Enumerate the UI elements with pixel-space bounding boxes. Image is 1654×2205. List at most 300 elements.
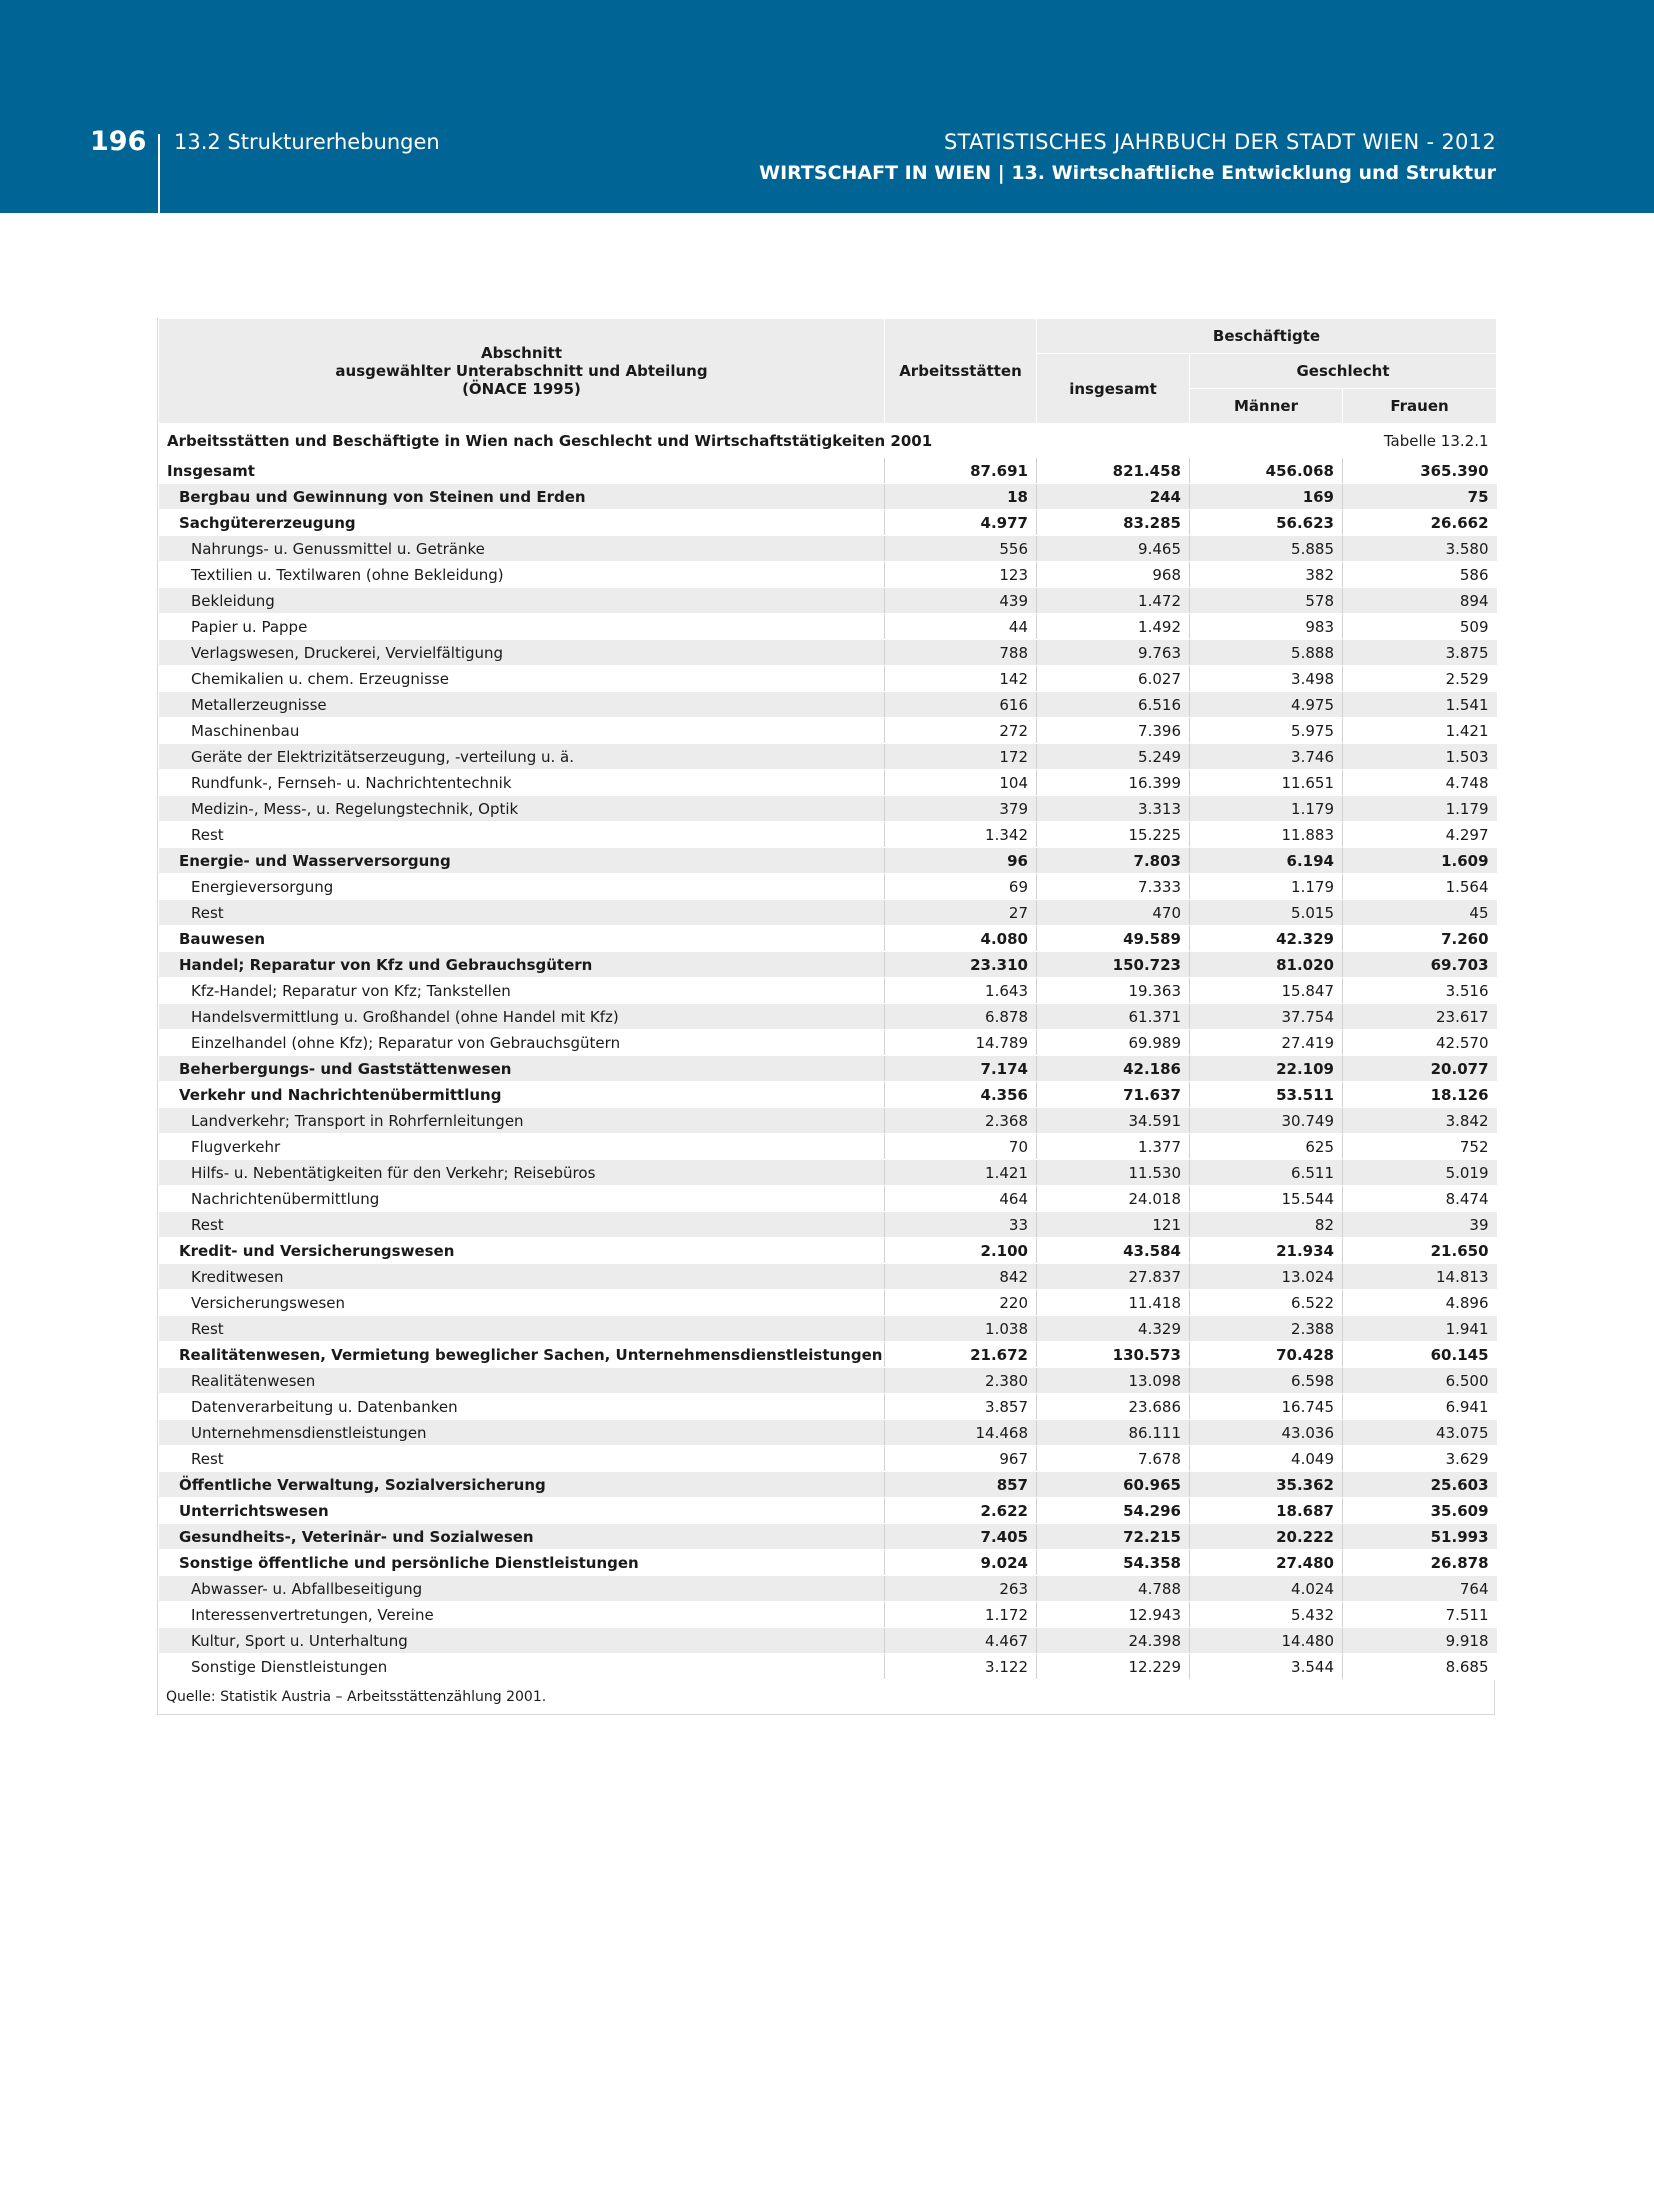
- row-label: Einzelhandel (ohne Kfz); Reparatur von Gebrauchsgütern: [159, 1030, 885, 1056]
- table-row: [159, 848, 1497, 874]
- cell-arbeitsstaetten: 1.342: [885, 822, 1037, 848]
- cell-insgesamt: 11.418: [1037, 1290, 1190, 1316]
- cell-arbeitsstaetten: 1.038: [885, 1316, 1037, 1342]
- cell-arbeitsstaetten: 2.368: [885, 1108, 1037, 1134]
- cell-arbeitsstaetten: 616: [885, 692, 1037, 718]
- cell-arbeitsstaetten: 464: [885, 1186, 1037, 1212]
- cell-insgesamt: 16.399: [1037, 770, 1190, 796]
- table-row: [159, 1446, 1497, 1472]
- cell-insgesamt: 130.573: [1037, 1342, 1190, 1368]
- cell-insgesamt: 4.329: [1037, 1316, 1190, 1342]
- row-label: Handel; Reparatur von Kfz und Gebrauchsgütern: [159, 952, 885, 978]
- cell-maenner: 11.651: [1190, 770, 1343, 796]
- row-label: Realitätenwesen: [159, 1368, 885, 1394]
- cell-frauen: 2.529: [1343, 666, 1497, 692]
- cell-insgesamt: 42.186: [1037, 1056, 1190, 1082]
- cell-insgesamt: 12.943: [1037, 1602, 1190, 1628]
- table-row: [159, 510, 1497, 536]
- chapter-title: WIRTSCHAFT IN WIEN | 13. Wirtschaftliche Entwicklung und Struktur: [759, 162, 1496, 184]
- cell-frauen: 23.617: [1343, 1004, 1497, 1030]
- cell-arbeitsstaetten: 23.310: [885, 952, 1037, 978]
- header-banner: [0, 0, 1654, 213]
- cell-frauen: 18.126: [1343, 1082, 1497, 1108]
- cell-maenner: 42.329: [1190, 926, 1343, 952]
- row-label: Chemikalien u. chem. Erzeugnisse: [159, 666, 885, 692]
- column-header-maenner: Männer: [1190, 389, 1343, 424]
- cell-maenner: 6.194: [1190, 848, 1343, 874]
- cell-maenner: 27.480: [1190, 1550, 1343, 1576]
- row-label: Kultur, Sport u. Unterhaltung: [159, 1628, 885, 1654]
- row-label: Kfz-Handel; Reparatur von Kfz; Tankstellen: [159, 978, 885, 1004]
- cell-frauen: 3.875: [1343, 640, 1497, 666]
- cell-insgesamt: 61.371: [1037, 1004, 1190, 1030]
- cell-frauen: 4.896: [1343, 1290, 1497, 1316]
- cell-frauen: 8.474: [1343, 1186, 1497, 1212]
- cell-insgesamt: 12.229: [1037, 1654, 1190, 1680]
- row-label: Unternehmensdienstleistungen: [159, 1420, 885, 1446]
- cell-maenner: 3.498: [1190, 666, 1343, 692]
- cell-frauen: 45: [1343, 900, 1497, 926]
- cell-maenner: 5.432: [1190, 1602, 1343, 1628]
- table-row: [159, 1394, 1497, 1420]
- column-header-arbeitsstaetten: Arbeitsstätten: [885, 319, 1037, 424]
- cell-insgesamt: 54.296: [1037, 1498, 1190, 1524]
- cell-insgesamt: 470: [1037, 900, 1190, 926]
- cell-insgesamt: 11.530: [1037, 1160, 1190, 1186]
- cell-arbeitsstaetten: 263: [885, 1576, 1037, 1602]
- table-title: Arbeitsstätten und Beschäftigte in Wien nach Geschlecht und Wirtschaftstätigkeiten 2001: [159, 424, 1343, 458]
- statistics-table: [158, 318, 1497, 1680]
- cell-frauen: 4.297: [1343, 822, 1497, 848]
- cell-maenner: 30.749: [1190, 1108, 1343, 1134]
- cell-arbeitsstaetten: 27: [885, 900, 1037, 926]
- cell-arbeitsstaetten: 104: [885, 770, 1037, 796]
- cell-maenner: 4.024: [1190, 1576, 1343, 1602]
- cell-insgesamt: 13.098: [1037, 1368, 1190, 1394]
- cell-insgesamt: 72.215: [1037, 1524, 1190, 1550]
- cell-insgesamt: 244: [1037, 484, 1190, 510]
- cell-maenner: 578: [1190, 588, 1343, 614]
- column-header-abschnitt: [159, 319, 885, 424]
- table-row: [159, 1290, 1497, 1316]
- column-header-abschnitt-line2: ausgewählter Unterabschnitt und Abteilung: [335, 362, 708, 380]
- row-label: Rundfunk-, Fernseh- u. Nachrichtentechnik: [159, 770, 885, 796]
- table-row: [159, 1368, 1497, 1394]
- table-row: [159, 874, 1497, 900]
- cell-arbeitsstaetten: 1.172: [885, 1602, 1037, 1628]
- cell-arbeitsstaetten: 788: [885, 640, 1037, 666]
- cell-frauen: 1.179: [1343, 796, 1497, 822]
- row-label: Rest: [159, 1446, 885, 1472]
- cell-frauen: 43.075: [1343, 1420, 1497, 1446]
- cell-frauen: 21.650: [1343, 1238, 1497, 1264]
- table-row: [159, 1628, 1497, 1654]
- cell-frauen: 8.685: [1343, 1654, 1497, 1680]
- cell-frauen: 1.503: [1343, 744, 1497, 770]
- cell-frauen: 894: [1343, 588, 1497, 614]
- cell-frauen: 69.703: [1343, 952, 1497, 978]
- cell-frauen: 75: [1343, 484, 1497, 510]
- cell-frauen: 3.629: [1343, 1446, 1497, 1472]
- cell-maenner: 6.522: [1190, 1290, 1343, 1316]
- cell-arbeitsstaetten: 172: [885, 744, 1037, 770]
- column-header-insgesamt: insgesamt: [1037, 354, 1190, 424]
- cell-arbeitsstaetten: 2.380: [885, 1368, 1037, 1394]
- table-row: [159, 926, 1497, 952]
- cell-maenner: 5.015: [1190, 900, 1343, 926]
- row-label: Geräte der Elektrizitätserzeugung, -verteilung u. ä.: [159, 744, 885, 770]
- statistics-table-container: [157, 318, 1495, 1715]
- table-row: [159, 1602, 1497, 1628]
- row-label: Energieversorgung: [159, 874, 885, 900]
- cell-arbeitsstaetten: 7.405: [885, 1524, 1037, 1550]
- book-title: STATISTISCHES JAHRBUCH DER STADT WIEN - 2012: [944, 130, 1496, 154]
- table-row: [159, 900, 1497, 926]
- cell-insgesamt: 86.111: [1037, 1420, 1190, 1446]
- table-row: [159, 588, 1497, 614]
- cell-arbeitsstaetten: 2.622: [885, 1498, 1037, 1524]
- column-header-abschnitt-line1: Abschnitt: [480, 344, 562, 362]
- cell-maenner: 11.883: [1190, 822, 1343, 848]
- cell-frauen: 51.993: [1343, 1524, 1497, 1550]
- row-label: Rest: [159, 1316, 885, 1342]
- row-label: Sachgütererzeugung: [159, 510, 885, 536]
- cell-maenner: 13.024: [1190, 1264, 1343, 1290]
- cell-insgesamt: 83.285: [1037, 510, 1190, 536]
- cell-maenner: 15.847: [1190, 978, 1343, 1004]
- row-label: Interessenvertretungen, Vereine: [159, 1602, 885, 1628]
- table-row: [159, 692, 1497, 718]
- cell-arbeitsstaetten: 3.122: [885, 1654, 1037, 1680]
- cell-arbeitsstaetten: 4.356: [885, 1082, 1037, 1108]
- header-divider: [158, 134, 160, 213]
- cell-insgesamt: 43.584: [1037, 1238, 1190, 1264]
- table-row: [159, 1550, 1497, 1576]
- cell-maenner: 56.623: [1190, 510, 1343, 536]
- cell-maenner: 625: [1190, 1134, 1343, 1160]
- cell-maenner: 1.179: [1190, 874, 1343, 900]
- row-label: Versicherungswesen: [159, 1290, 885, 1316]
- cell-insgesamt: 54.358: [1037, 1550, 1190, 1576]
- cell-frauen: 1.609: [1343, 848, 1497, 874]
- cell-frauen: 3.842: [1343, 1108, 1497, 1134]
- cell-maenner: 43.036: [1190, 1420, 1343, 1446]
- table-row: [159, 1160, 1497, 1186]
- cell-maenner: 27.419: [1190, 1030, 1343, 1056]
- cell-insgesamt: 1.492: [1037, 614, 1190, 640]
- cell-arbeitsstaetten: 1.421: [885, 1160, 1037, 1186]
- table-row: [159, 1264, 1497, 1290]
- cell-maenner: 16.745: [1190, 1394, 1343, 1420]
- cell-frauen: 1.941: [1343, 1316, 1497, 1342]
- cell-maenner: 22.109: [1190, 1056, 1343, 1082]
- row-label: Metallerzeugnisse: [159, 692, 885, 718]
- row-label: Energie- und Wasserversorgung: [159, 848, 885, 874]
- cell-insgesamt: 24.018: [1037, 1186, 1190, 1212]
- cell-frauen: 752: [1343, 1134, 1497, 1160]
- cell-insgesamt: 7.333: [1037, 874, 1190, 900]
- row-label: Nahrungs- u. Genussmittel u. Getränke: [159, 536, 885, 562]
- table-number: Tabelle 13.2.1: [1343, 424, 1497, 458]
- cell-arbeitsstaetten: 69: [885, 874, 1037, 900]
- table-row: [159, 640, 1497, 666]
- table-row: [159, 1316, 1497, 1342]
- table-row: [159, 1524, 1497, 1550]
- cell-maenner: 5.975: [1190, 718, 1343, 744]
- cell-frauen: 1.564: [1343, 874, 1497, 900]
- table-row: [159, 458, 1497, 484]
- cell-arbeitsstaetten: 18: [885, 484, 1037, 510]
- row-label: Realitätenwesen, Vermietung beweglicher Sachen, Unternehmensdienstleistungen: [159, 1342, 885, 1368]
- table-row: [159, 822, 1497, 848]
- cell-maenner: 21.934: [1190, 1238, 1343, 1264]
- table-row: [159, 1342, 1497, 1368]
- cell-arbeitsstaetten: 857: [885, 1472, 1037, 1498]
- row-label: Sonstige Dienstleistungen: [159, 1654, 885, 1680]
- table-row: [159, 1030, 1497, 1056]
- row-label: Verkehr und Nachrichtenübermittlung: [159, 1082, 885, 1108]
- cell-maenner: 70.428: [1190, 1342, 1343, 1368]
- row-label: Nachrichtenübermittlung: [159, 1186, 885, 1212]
- table-row: [159, 1134, 1497, 1160]
- cell-frauen: 26.878: [1343, 1550, 1497, 1576]
- cell-maenner: 2.388: [1190, 1316, 1343, 1342]
- cell-insgesamt: 6.027: [1037, 666, 1190, 692]
- cell-maenner: 4.975: [1190, 692, 1343, 718]
- section-title: 13.2 Strukturerhebungen: [174, 130, 440, 154]
- cell-frauen: 39: [1343, 1212, 1497, 1238]
- cell-frauen: 26.662: [1343, 510, 1497, 536]
- row-label: Verlagswesen, Druckerei, Vervielfältigung: [159, 640, 885, 666]
- table-row: [159, 770, 1497, 796]
- cell-maenner: 35.362: [1190, 1472, 1343, 1498]
- table-row: [159, 1498, 1497, 1524]
- cell-frauen: 764: [1343, 1576, 1497, 1602]
- cell-maenner: 6.511: [1190, 1160, 1343, 1186]
- page-number: 196: [90, 126, 147, 157]
- cell-maenner: 169: [1190, 484, 1343, 510]
- column-header-geschlecht: Geschlecht: [1190, 354, 1497, 389]
- cell-maenner: 53.511: [1190, 1082, 1343, 1108]
- cell-frauen: 4.748: [1343, 770, 1497, 796]
- cell-arbeitsstaetten: 4.977: [885, 510, 1037, 536]
- cell-maenner: 456.068: [1190, 458, 1343, 484]
- cell-frauen: 20.077: [1343, 1056, 1497, 1082]
- cell-frauen: 14.813: [1343, 1264, 1497, 1290]
- cell-insgesamt: 9.465: [1037, 536, 1190, 562]
- row-label: Maschinenbau: [159, 718, 885, 744]
- row-label: Handelsvermittlung u. Großhandel (ohne Handel mit Kfz): [159, 1004, 885, 1030]
- cell-insgesamt: 4.788: [1037, 1576, 1190, 1602]
- table-row: [159, 1654, 1497, 1680]
- cell-arbeitsstaetten: 2.100: [885, 1238, 1037, 1264]
- cell-insgesamt: 60.965: [1037, 1472, 1190, 1498]
- table-row: [159, 1004, 1497, 1030]
- row-label: Bekleidung: [159, 588, 885, 614]
- table-row: [159, 1238, 1497, 1264]
- table-body: [159, 458, 1497, 1680]
- row-label: Flugverkehr: [159, 1134, 885, 1160]
- cell-frauen: 6.941: [1343, 1394, 1497, 1420]
- cell-insgesamt: 24.398: [1037, 1628, 1190, 1654]
- cell-maenner: 3.544: [1190, 1654, 1343, 1680]
- row-label: Abwasser- u. Abfallbeseitigung: [159, 1576, 885, 1602]
- cell-maenner: 5.885: [1190, 536, 1343, 562]
- cell-arbeitsstaetten: 87.691: [885, 458, 1037, 484]
- cell-insgesamt: 49.589: [1037, 926, 1190, 952]
- cell-arbeitsstaetten: 6.878: [885, 1004, 1037, 1030]
- cell-frauen: 509: [1343, 614, 1497, 640]
- cell-frauen: 1.541: [1343, 692, 1497, 718]
- cell-insgesamt: 27.837: [1037, 1264, 1190, 1290]
- cell-frauen: 35.609: [1343, 1498, 1497, 1524]
- cell-frauen: 9.918: [1343, 1628, 1497, 1654]
- cell-arbeitsstaetten: 379: [885, 796, 1037, 822]
- row-label: Gesundheits-, Veterinär- und Sozialwesen: [159, 1524, 885, 1550]
- row-label: Öffentliche Verwaltung, Sozialversicherung: [159, 1472, 885, 1498]
- cell-maenner: 983: [1190, 614, 1343, 640]
- cell-insgesamt: 23.686: [1037, 1394, 1190, 1420]
- cell-insgesamt: 71.637: [1037, 1082, 1190, 1108]
- cell-maenner: 20.222: [1190, 1524, 1343, 1550]
- table-row: [159, 1108, 1497, 1134]
- cell-arbeitsstaetten: 439: [885, 588, 1037, 614]
- cell-insgesamt: 69.989: [1037, 1030, 1190, 1056]
- cell-arbeitsstaetten: 220: [885, 1290, 1037, 1316]
- cell-insgesamt: 19.363: [1037, 978, 1190, 1004]
- table-row: [159, 484, 1497, 510]
- row-label: Kredit- und Versicherungswesen: [159, 1238, 885, 1264]
- cell-arbeitsstaetten: 4.080: [885, 926, 1037, 952]
- cell-arbeitsstaetten: 142: [885, 666, 1037, 692]
- table-row: [159, 1212, 1497, 1238]
- cell-arbeitsstaetten: 44: [885, 614, 1037, 640]
- row-label: Landverkehr; Transport in Rohrfernleitungen: [159, 1108, 885, 1134]
- row-label: Textilien u. Textilwaren (ohne Bekleidung): [159, 562, 885, 588]
- row-label: Kreditwesen: [159, 1264, 885, 1290]
- table-header: [159, 319, 1497, 424]
- cell-maenner: 81.020: [1190, 952, 1343, 978]
- cell-frauen: 3.580: [1343, 536, 1497, 562]
- cell-insgesamt: 6.516: [1037, 692, 1190, 718]
- table-row: [159, 796, 1497, 822]
- cell-frauen: 5.019: [1343, 1160, 1497, 1186]
- row-label: Beherbergungs- und Gaststättenwesen: [159, 1056, 885, 1082]
- table-row: [159, 666, 1497, 692]
- table-row: [159, 562, 1497, 588]
- cell-frauen: 6.500: [1343, 1368, 1497, 1394]
- cell-frauen: 7.260: [1343, 926, 1497, 952]
- cell-maenner: 15.544: [1190, 1186, 1343, 1212]
- table-row: [159, 1082, 1497, 1108]
- cell-maenner: 82: [1190, 1212, 1343, 1238]
- cell-insgesamt: 5.249: [1037, 744, 1190, 770]
- table-row: [159, 1186, 1497, 1212]
- cell-frauen: 365.390: [1343, 458, 1497, 484]
- cell-insgesamt: 15.225: [1037, 822, 1190, 848]
- cell-insgesamt: 7.678: [1037, 1446, 1190, 1472]
- cell-maenner: 5.888: [1190, 640, 1343, 666]
- row-label: Rest: [159, 1212, 885, 1238]
- cell-frauen: 42.570: [1343, 1030, 1497, 1056]
- table-row: [159, 744, 1497, 770]
- table-row: [159, 1472, 1497, 1498]
- table-row: [159, 1056, 1497, 1082]
- table-row: [159, 614, 1497, 640]
- cell-frauen: 3.516: [1343, 978, 1497, 1004]
- table-row: [159, 536, 1497, 562]
- cell-arbeitsstaetten: 70: [885, 1134, 1037, 1160]
- cell-insgesamt: 3.313: [1037, 796, 1190, 822]
- row-label: Bauwesen: [159, 926, 885, 952]
- cell-insgesamt: 150.723: [1037, 952, 1190, 978]
- cell-arbeitsstaetten: 9.024: [885, 1550, 1037, 1576]
- cell-maenner: 18.687: [1190, 1498, 1343, 1524]
- cell-arbeitsstaetten: 14.468: [885, 1420, 1037, 1446]
- table-row: [159, 952, 1497, 978]
- cell-arbeitsstaetten: 556: [885, 536, 1037, 562]
- cell-arbeitsstaetten: 967: [885, 1446, 1037, 1472]
- cell-arbeitsstaetten: 96: [885, 848, 1037, 874]
- cell-arbeitsstaetten: 4.467: [885, 1628, 1037, 1654]
- column-header-frauen: Frauen: [1343, 389, 1497, 424]
- cell-arbeitsstaetten: 21.672: [885, 1342, 1037, 1368]
- cell-arbeitsstaetten: 123: [885, 562, 1037, 588]
- row-label: Medizin-, Mess-, u. Regelungstechnik, Optik: [159, 796, 885, 822]
- cell-maenner: 382: [1190, 562, 1343, 588]
- cell-insgesamt: 1.472: [1037, 588, 1190, 614]
- cell-arbeitsstaetten: 7.174: [885, 1056, 1037, 1082]
- column-header-beschaeftigte: Beschäftigte: [1037, 319, 1497, 354]
- row-label: Insgesamt: [159, 458, 885, 484]
- cell-frauen: 586: [1343, 562, 1497, 588]
- row-label: Unterrichtswesen: [159, 1498, 885, 1524]
- cell-insgesamt: 121: [1037, 1212, 1190, 1238]
- cell-arbeitsstaetten: 1.643: [885, 978, 1037, 1004]
- table-row: [159, 1420, 1497, 1446]
- cell-insgesamt: 1.377: [1037, 1134, 1190, 1160]
- cell-frauen: 7.511: [1343, 1602, 1497, 1628]
- column-header-abschnitt-line3: (ÖNACE 1995): [462, 380, 581, 398]
- cell-maenner: 14.480: [1190, 1628, 1343, 1654]
- cell-maenner: 3.746: [1190, 744, 1343, 770]
- cell-arbeitsstaetten: 14.789: [885, 1030, 1037, 1056]
- row-label: Papier u. Pappe: [159, 614, 885, 640]
- cell-insgesamt: 9.763: [1037, 640, 1190, 666]
- cell-frauen: 60.145: [1343, 1342, 1497, 1368]
- cell-insgesamt: 7.396: [1037, 718, 1190, 744]
- row-label: Bergbau und Gewinnung von Steinen und Erden: [159, 484, 885, 510]
- row-label: Rest: [159, 900, 885, 926]
- cell-frauen: 25.603: [1343, 1472, 1497, 1498]
- row-label: Rest: [159, 822, 885, 848]
- cell-arbeitsstaetten: 272: [885, 718, 1037, 744]
- table-source: Quelle: Statistik Austria – Arbeitsstättenzählung 2001.: [157, 1680, 1495, 1715]
- cell-frauen: 1.421: [1343, 718, 1497, 744]
- row-label: Sonstige öffentliche und persönliche Dienstleistungen: [159, 1550, 885, 1576]
- cell-arbeitsstaetten: 3.857: [885, 1394, 1037, 1420]
- row-label: Hilfs- u. Nebentätigkeiten für den Verkehr; Reisebüros: [159, 1160, 885, 1186]
- row-label: Datenverarbeitung u. Datenbanken: [159, 1394, 885, 1420]
- table-row: [159, 1576, 1497, 1602]
- cell-maenner: 1.179: [1190, 796, 1343, 822]
- cell-maenner: 4.049: [1190, 1446, 1343, 1472]
- cell-insgesamt: 34.591: [1037, 1108, 1190, 1134]
- cell-maenner: 37.754: [1190, 1004, 1343, 1030]
- cell-maenner: 6.598: [1190, 1368, 1343, 1394]
- cell-insgesamt: 7.803: [1037, 848, 1190, 874]
- cell-insgesamt: 821.458: [1037, 458, 1190, 484]
